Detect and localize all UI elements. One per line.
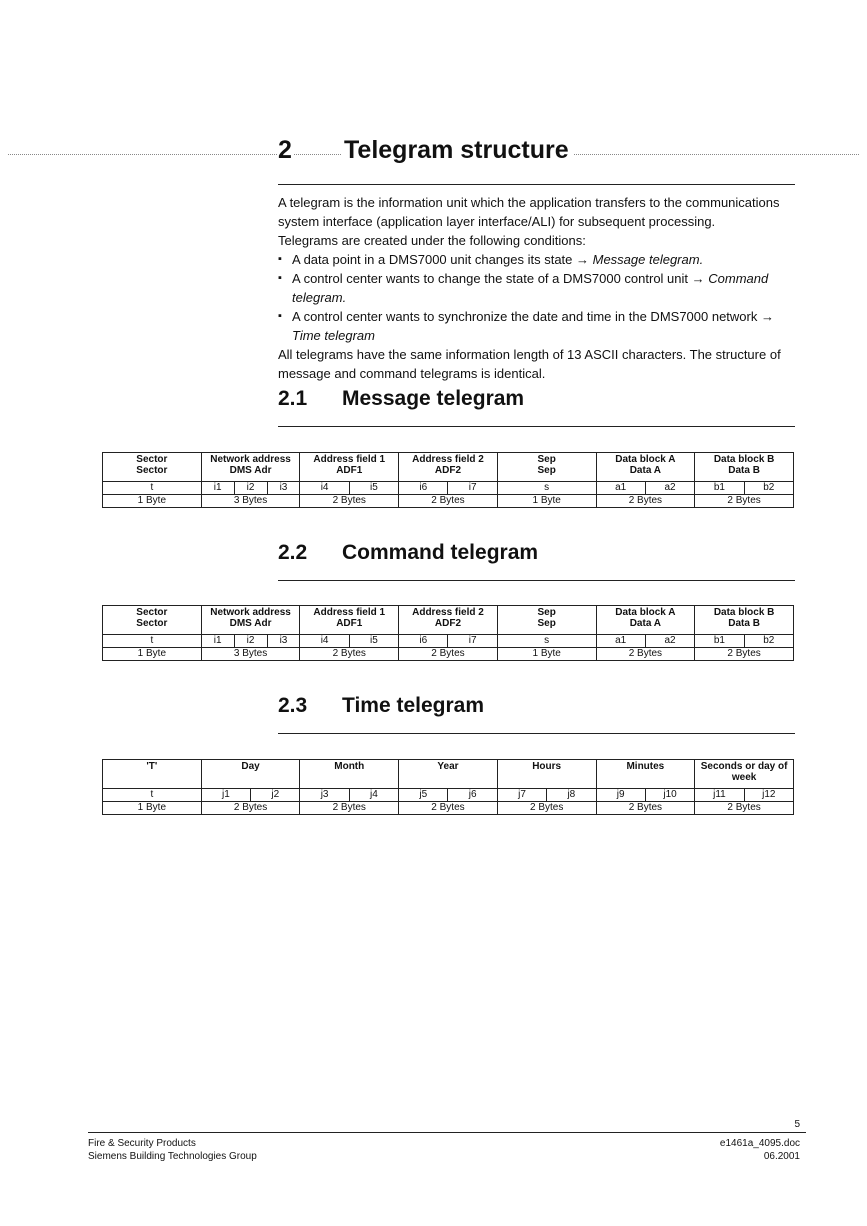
footer-company: Fire & Security Products: [88, 1138, 196, 1149]
size-cell: 2 Bytes: [497, 802, 596, 815]
header-abbreviation: ADF1: [336, 618, 363, 629]
column-header: Year: [399, 760, 498, 789]
symbol: j8: [546, 789, 595, 801]
header-abbreviation: DMS Adr: [229, 465, 272, 476]
header-abbreviation: Sector: [136, 618, 168, 629]
symbol-cell: [695, 635, 794, 648]
symbol-group: [597, 482, 695, 494]
header-label: Data block B: [713, 607, 775, 618]
header-label: Network address: [210, 607, 291, 618]
chapter-rule: [278, 184, 795, 185]
symbol-group: [498, 635, 596, 647]
size-cell: 2 Bytes: [596, 648, 695, 661]
symbol: a1: [615, 482, 627, 493]
header-label: Sep: [537, 607, 556, 618]
intro-paragraph-3: All telegrams have the same information length of 13 ASCII characters. The structure of message and command telegrams is identical.: [278, 347, 781, 381]
size-cell: 2 Bytes: [596, 802, 695, 815]
symbol: i2: [234, 635, 267, 647]
size-cell: 1 Byte: [103, 648, 202, 661]
header-label: Sector: [136, 607, 168, 618]
header-label: Data block A: [615, 454, 676, 465]
header-abbreviation: Data B: [728, 618, 760, 629]
symbol-group: [300, 635, 398, 647]
column-header: [201, 606, 300, 635]
symbol-cell: [596, 789, 695, 802]
symbol-cell: [399, 482, 498, 495]
symbol-group: [103, 789, 201, 801]
column-header: [497, 453, 596, 482]
header-label: Address field 1: [313, 607, 386, 618]
symbol-group: [399, 482, 497, 494]
header-label: Address field 2: [412, 454, 484, 465]
header-label: Data block A: [615, 607, 676, 618]
symbol-group: [498, 789, 596, 801]
symbol-cell: [695, 789, 794, 802]
symbol: j4: [349, 789, 398, 801]
size-cell: 2 Bytes: [695, 495, 794, 508]
symbol-cell: [103, 482, 202, 495]
header-label: Network address: [210, 454, 291, 465]
section-title: Time telegram: [342, 694, 485, 717]
size-cell: 1 Byte: [103, 495, 202, 508]
symbol-cell: [497, 482, 596, 495]
symbol: b1: [713, 635, 725, 646]
size-cell: 1 Byte: [497, 495, 596, 508]
header-abbreviation: ADF1: [336, 465, 363, 476]
column-header: [399, 453, 498, 482]
section-number: 2.1: [278, 387, 308, 410]
header-abbreviation: Data B: [728, 465, 760, 476]
size-cell: 2 Bytes: [300, 495, 399, 508]
symbol-row: [103, 789, 794, 802]
footer-rule: [88, 1132, 806, 1133]
command-telegram-table: [102, 605, 794, 661]
symbol: j1: [221, 789, 230, 800]
column-header: [695, 453, 794, 482]
column-header: [103, 453, 202, 482]
header-abbreviation: Sep: [537, 465, 556, 476]
symbol-cell: [201, 789, 300, 802]
header-abbreviation: Data A: [629, 618, 662, 629]
chapter-title: Telegram structure: [342, 136, 573, 165]
symbol: i6: [419, 482, 428, 493]
symbol: i3: [267, 635, 300, 647]
symbol-group: [597, 635, 695, 647]
size-row: [103, 802, 794, 815]
size-row: [103, 495, 794, 508]
symbol-group: [202, 635, 300, 647]
symbol: t: [150, 482, 154, 493]
symbol: i7: [447, 482, 496, 494]
symbol-group: [695, 635, 793, 647]
section-rule: [278, 580, 795, 581]
symbol-group: [202, 789, 300, 801]
column-header: Month: [300, 760, 399, 789]
symbol: i4: [320, 482, 329, 493]
column-header: [201, 453, 300, 482]
section-number: 2.3: [278, 694, 308, 717]
symbol: j2: [250, 789, 299, 801]
header-abbreviation: Sector: [136, 465, 168, 476]
symbol: i1: [213, 482, 222, 493]
symbol: j3: [320, 789, 329, 800]
symbol-cell: [497, 635, 596, 648]
symbol-cell: [300, 635, 399, 648]
symbol-row: [103, 482, 794, 495]
size-cell: 2 Bytes: [399, 495, 498, 508]
symbol-group: [597, 789, 695, 801]
symbol: j6: [447, 789, 496, 801]
header-label: Address field 2: [412, 607, 484, 618]
size-cell: 1 Byte: [103, 802, 202, 815]
size-cell: 2 Bytes: [300, 648, 399, 661]
condition-item: ▪ A data point in a DMS7000 unit changes its state → Message telegram.: [278, 250, 800, 269]
symbol-cell: [399, 789, 498, 802]
symbol-group: [498, 482, 596, 494]
size-row: [103, 648, 794, 661]
symbol: t: [150, 635, 154, 646]
footer-left: [88, 1137, 257, 1163]
symbol-cell: [201, 635, 300, 648]
size-cell: 3 Bytes: [201, 495, 300, 508]
column-header: [300, 453, 399, 482]
symbol-cell: [596, 635, 695, 648]
symbol: b1: [713, 482, 725, 493]
symbol-cell: [300, 789, 399, 802]
symbol-group: [695, 482, 793, 494]
footer-date: 06.2001: [763, 1151, 800, 1162]
section-number: 2.2: [278, 541, 308, 564]
symbol: i3: [267, 482, 300, 494]
symbol-group: [202, 482, 300, 494]
header-abbreviation: ADF2: [434, 618, 462, 629]
symbol-cell: [497, 789, 596, 802]
header-row: [103, 760, 794, 789]
header-abbreviation: ADF2: [434, 465, 462, 476]
symbol: i1: [213, 635, 222, 646]
symbol: s: [544, 635, 550, 646]
column-header: [596, 453, 695, 482]
symbol-group: [399, 635, 497, 647]
symbol-group: [300, 789, 398, 801]
condition-list: [278, 250, 800, 345]
symbol: j11: [713, 789, 726, 800]
time-telegram-table: [102, 759, 794, 815]
symbol: i5: [349, 635, 398, 647]
symbol: a1: [615, 635, 627, 646]
symbol-cell: [695, 482, 794, 495]
symbol: b2: [744, 482, 793, 494]
symbol: i2: [234, 482, 267, 494]
message-telegram-table: [102, 452, 794, 508]
header-label: Data block B: [713, 454, 775, 465]
symbol: j9: [616, 789, 625, 800]
size-cell: 2 Bytes: [695, 648, 794, 661]
symbol: i7: [447, 635, 496, 647]
symbol-cell: [399, 635, 498, 648]
intro-paragraph-1: A telegram is the information unit which the application transfers to the communications system interface (application layer interface/ALI) for subsequent processing.: [278, 195, 780, 229]
symbol: i4: [320, 635, 329, 646]
symbol: j10: [645, 789, 694, 801]
column-header: [596, 606, 695, 635]
symbol: j7: [518, 789, 526, 800]
column-header: Hours: [497, 760, 596, 789]
symbol: s: [544, 482, 550, 493]
size-cell: 2 Bytes: [399, 648, 498, 661]
section-rule: [278, 733, 795, 734]
symbol-group: [103, 482, 201, 494]
section-rule: [278, 426, 795, 427]
footer-right: [720, 1137, 800, 1163]
column-header: Minutes: [596, 760, 695, 789]
header-row: [103, 453, 794, 482]
symbol-row: [103, 635, 794, 648]
header-label: Sector: [136, 454, 168, 465]
column-header: [103, 606, 202, 635]
symbol-group: [300, 482, 398, 494]
symbol-group: [695, 789, 793, 801]
column-header: [399, 606, 498, 635]
size-cell: 2 Bytes: [399, 802, 498, 815]
header-abbreviation: Sep: [537, 618, 556, 629]
size-cell: 2 Bytes: [695, 802, 794, 815]
symbol-cell: [201, 482, 300, 495]
footer-group: Siemens Building Technologies Group: [88, 1151, 257, 1162]
size-cell: 2 Bytes: [300, 802, 399, 815]
column-header: [695, 606, 794, 635]
symbol-cell: [103, 789, 202, 802]
condition-item: ▪ A control center wants to change the state of a DMS7000 control unit → Command telegram.: [278, 269, 800, 307]
symbol: i5: [349, 482, 398, 494]
symbol: j5: [419, 789, 428, 800]
symbol-group: [399, 789, 497, 801]
header-label: Sep: [537, 454, 556, 465]
size-cell: 3 Bytes: [201, 648, 300, 661]
symbol: a2: [645, 482, 694, 494]
column-header: [497, 606, 596, 635]
intro-text: [278, 193, 800, 383]
size-cell: 1 Byte: [497, 648, 596, 661]
symbol: a2: [645, 635, 694, 647]
header-label: Address field 1: [313, 454, 386, 465]
header-row: [103, 606, 794, 635]
symbol-group: [103, 635, 201, 647]
symbol-cell: [300, 482, 399, 495]
symbol: i6: [419, 635, 428, 646]
column-header: 'T': [103, 760, 202, 789]
footer-document-id: e1461a_4095.doc: [719, 1138, 800, 1149]
size-cell: 2 Bytes: [201, 802, 300, 815]
column-header: Day: [201, 760, 300, 789]
intro-paragraph-2: Telegrams are created under the following conditions:: [278, 233, 586, 248]
symbol: b2: [744, 635, 793, 647]
size-cell: 2 Bytes: [596, 495, 695, 508]
page-number: 5: [794, 1119, 800, 1130]
section-title: Command telegram: [342, 541, 539, 564]
header-abbreviation: DMS Adr: [229, 618, 272, 629]
column-header: [300, 606, 399, 635]
header-abbreviation: Data A: [629, 465, 662, 476]
symbol-cell: [103, 635, 202, 648]
chapter-number: 2: [278, 136, 292, 164]
section-title: Message telegram: [342, 387, 525, 410]
condition-item: ▪ A control center wants to synchronize the date and time in the DMS7000 network → Time telegram: [278, 307, 800, 345]
symbol-cell: [596, 482, 695, 495]
symbol: j12: [744, 789, 793, 801]
symbol: t: [150, 789, 154, 800]
column-header: Seconds or day of week: [695, 760, 794, 789]
